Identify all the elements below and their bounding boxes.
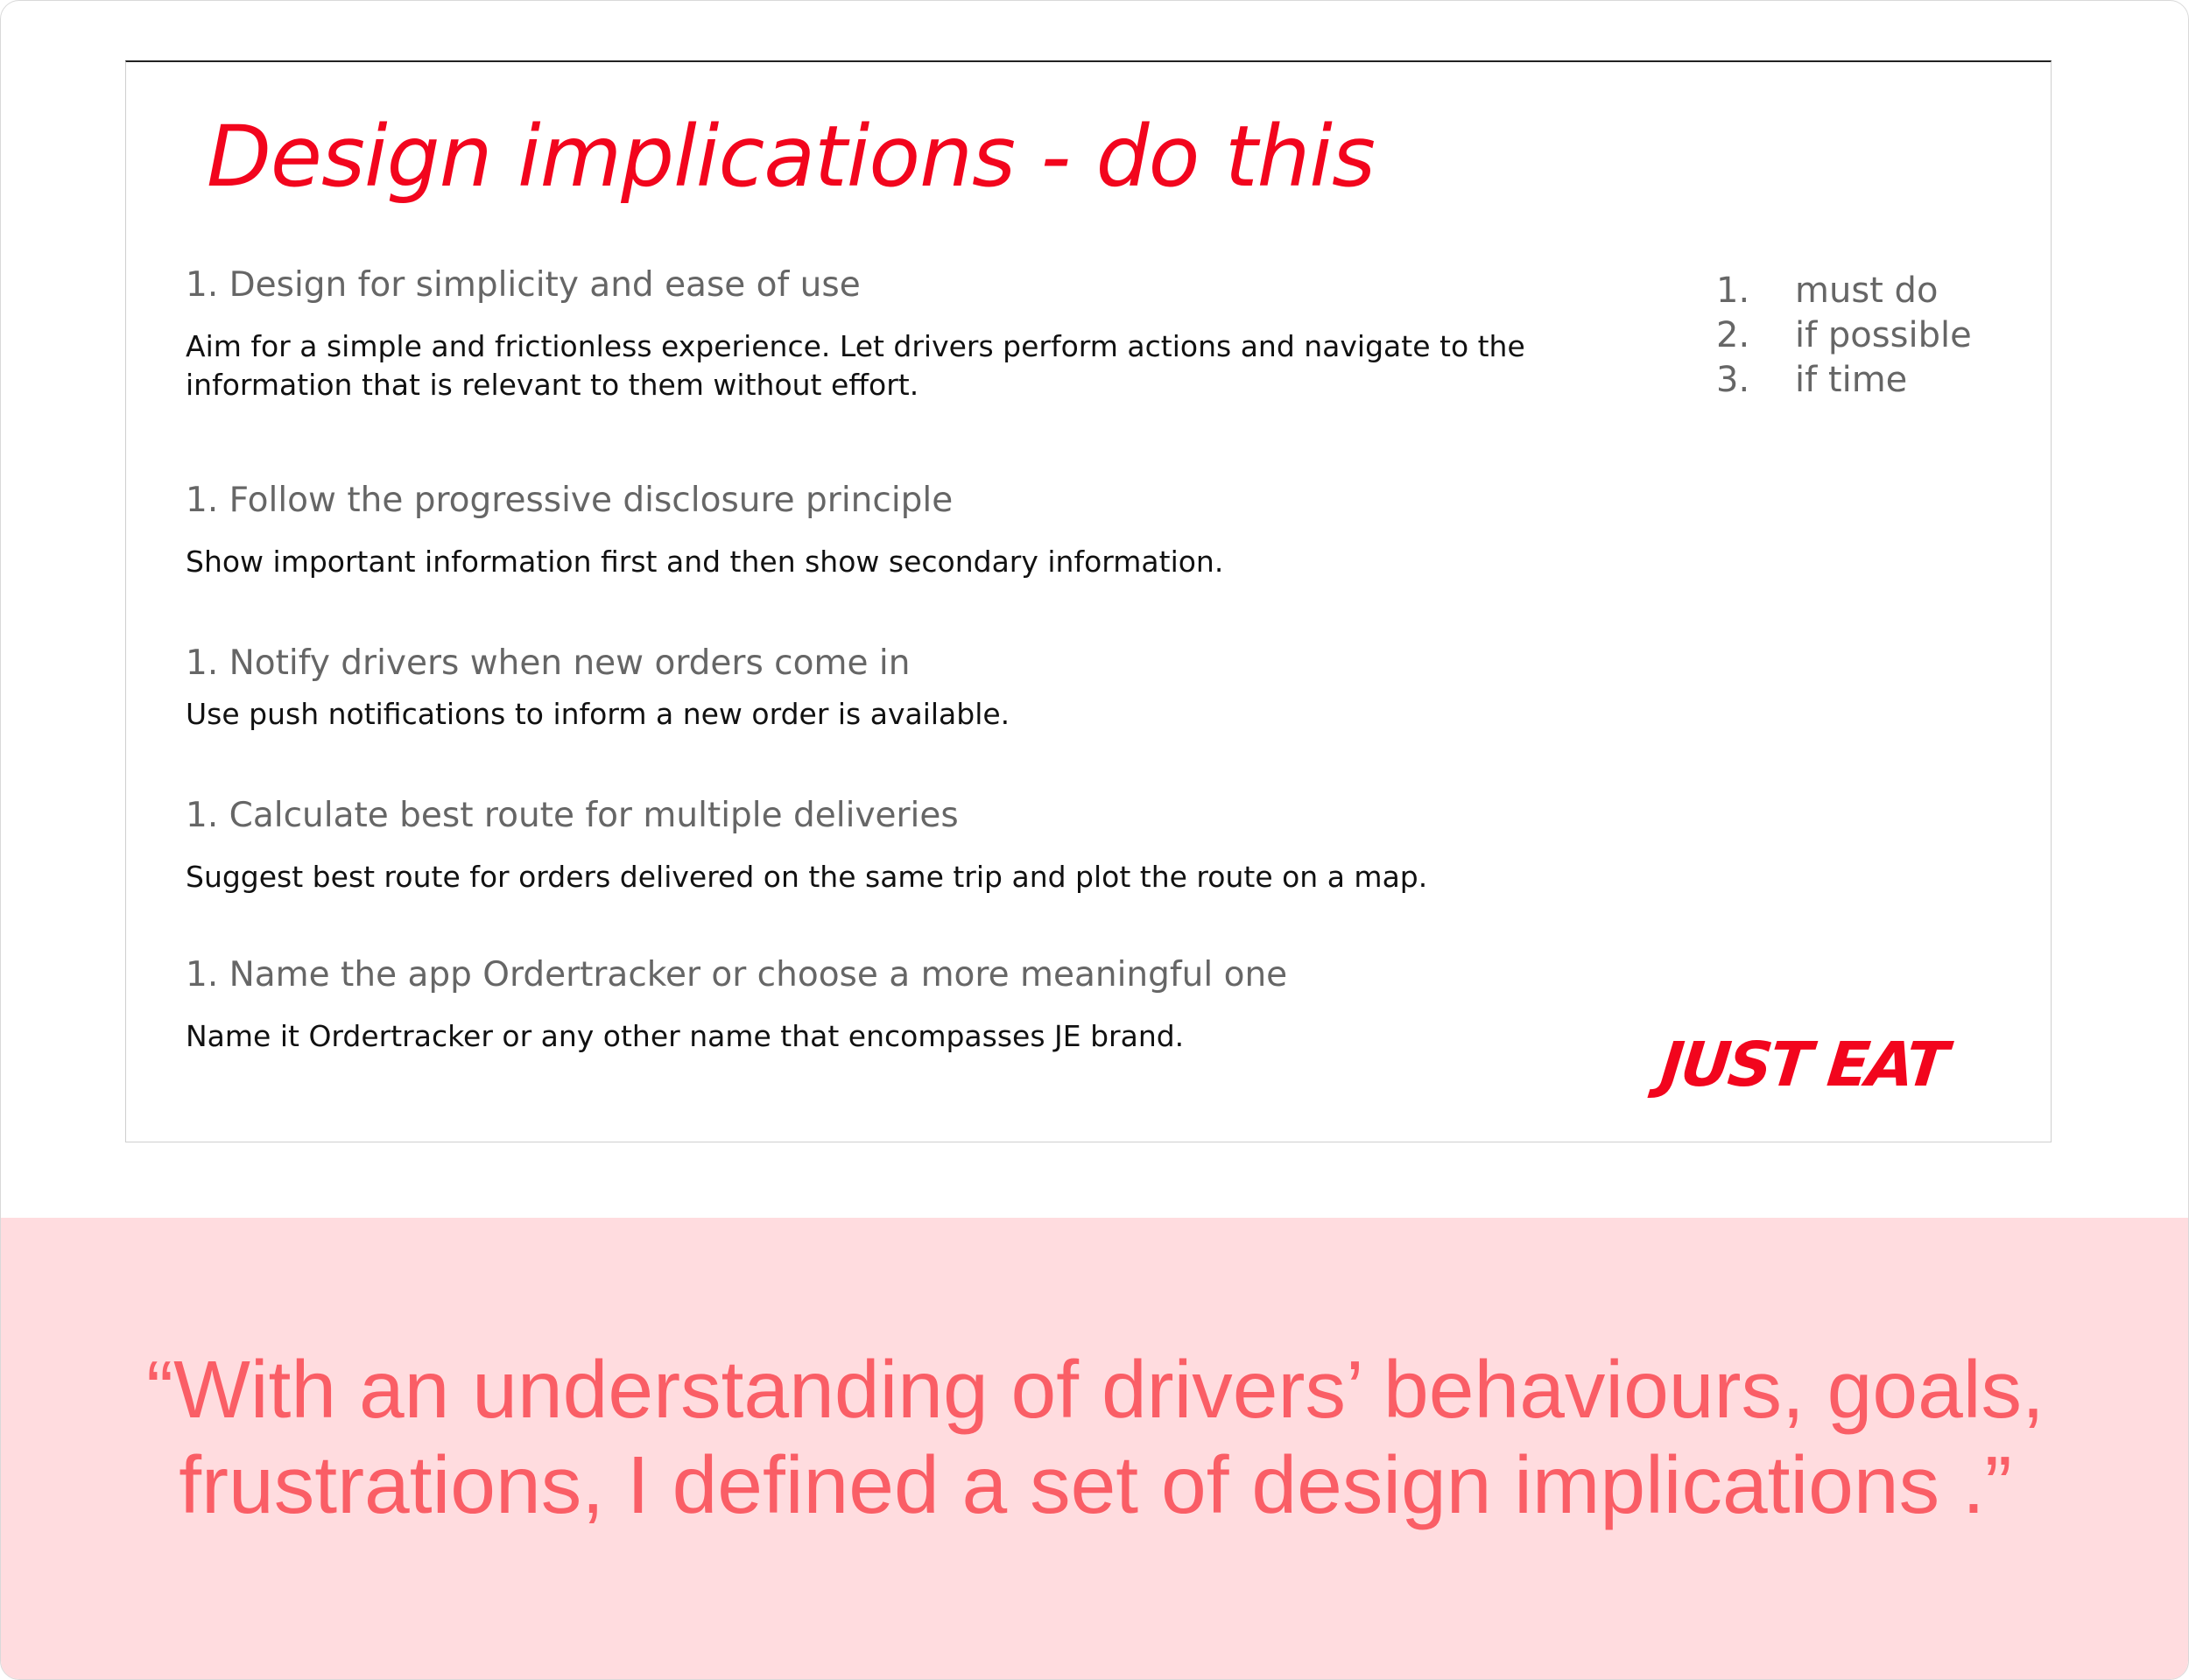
legend-number: 3. — [1716, 360, 1750, 400]
implication-text: Use push notifications to inform a new order is available. — [186, 696, 1010, 731]
implication-heading: 1. Name the app Ordertracker or choose a more meaningful one — [186, 955, 1288, 995]
implication-heading: 1. Notify drivers when new orders come in — [186, 643, 911, 683]
quote-band — [1, 1218, 2189, 1680]
implication-text: Aim for a simple and frictionless experience. Let drivers perform actions and navigate to the information that is relevant to them without effort. — [186, 328, 1525, 402]
implication-item — [186, 265, 1622, 404]
implication-item — [186, 643, 1010, 734]
legend-number: 1. — [1716, 271, 1750, 311]
implication-text: Name it Ordertracker or any other name that encompasses JE brand. — [186, 1018, 1185, 1053]
legend-item — [1716, 358, 1972, 403]
legend-label: must do — [1795, 271, 1939, 311]
implication-heading: 1. Calculate best route for multiple deliveries — [186, 796, 959, 835]
implication-item — [186, 481, 1223, 581]
just-eat-logo: JUST EAT — [1657, 1029, 1949, 1100]
legend-label: if possible — [1795, 315, 1972, 355]
implication-item — [186, 796, 1427, 896]
legend-item — [1716, 269, 1972, 313]
implication-item — [186, 955, 1287, 1056]
legend-label: if time — [1795, 360, 1908, 400]
legend-item — [1716, 313, 1972, 358]
implication-text: Show important information first and then show secondary information. — [186, 544, 1224, 579]
implication-heading: 1. Design for simplicity and ease of use — [186, 265, 861, 305]
implication-heading: 1. Follow the progressive disclosure principle — [186, 481, 954, 520]
priority-legend — [1716, 269, 1972, 403]
slide — [125, 60, 2052, 1142]
quote-text: “With an understanding of drivers’ behaviours, goals, frustrations, I defined a set of design implications .” — [146, 1344, 2045, 1530]
legend-number: 2. — [1716, 315, 1750, 355]
slide-title: Design implications - do this — [207, 108, 1375, 206]
implication-text: Suggest best route for orders delivered on the same trip and plot the route on a map. — [186, 859, 1428, 894]
